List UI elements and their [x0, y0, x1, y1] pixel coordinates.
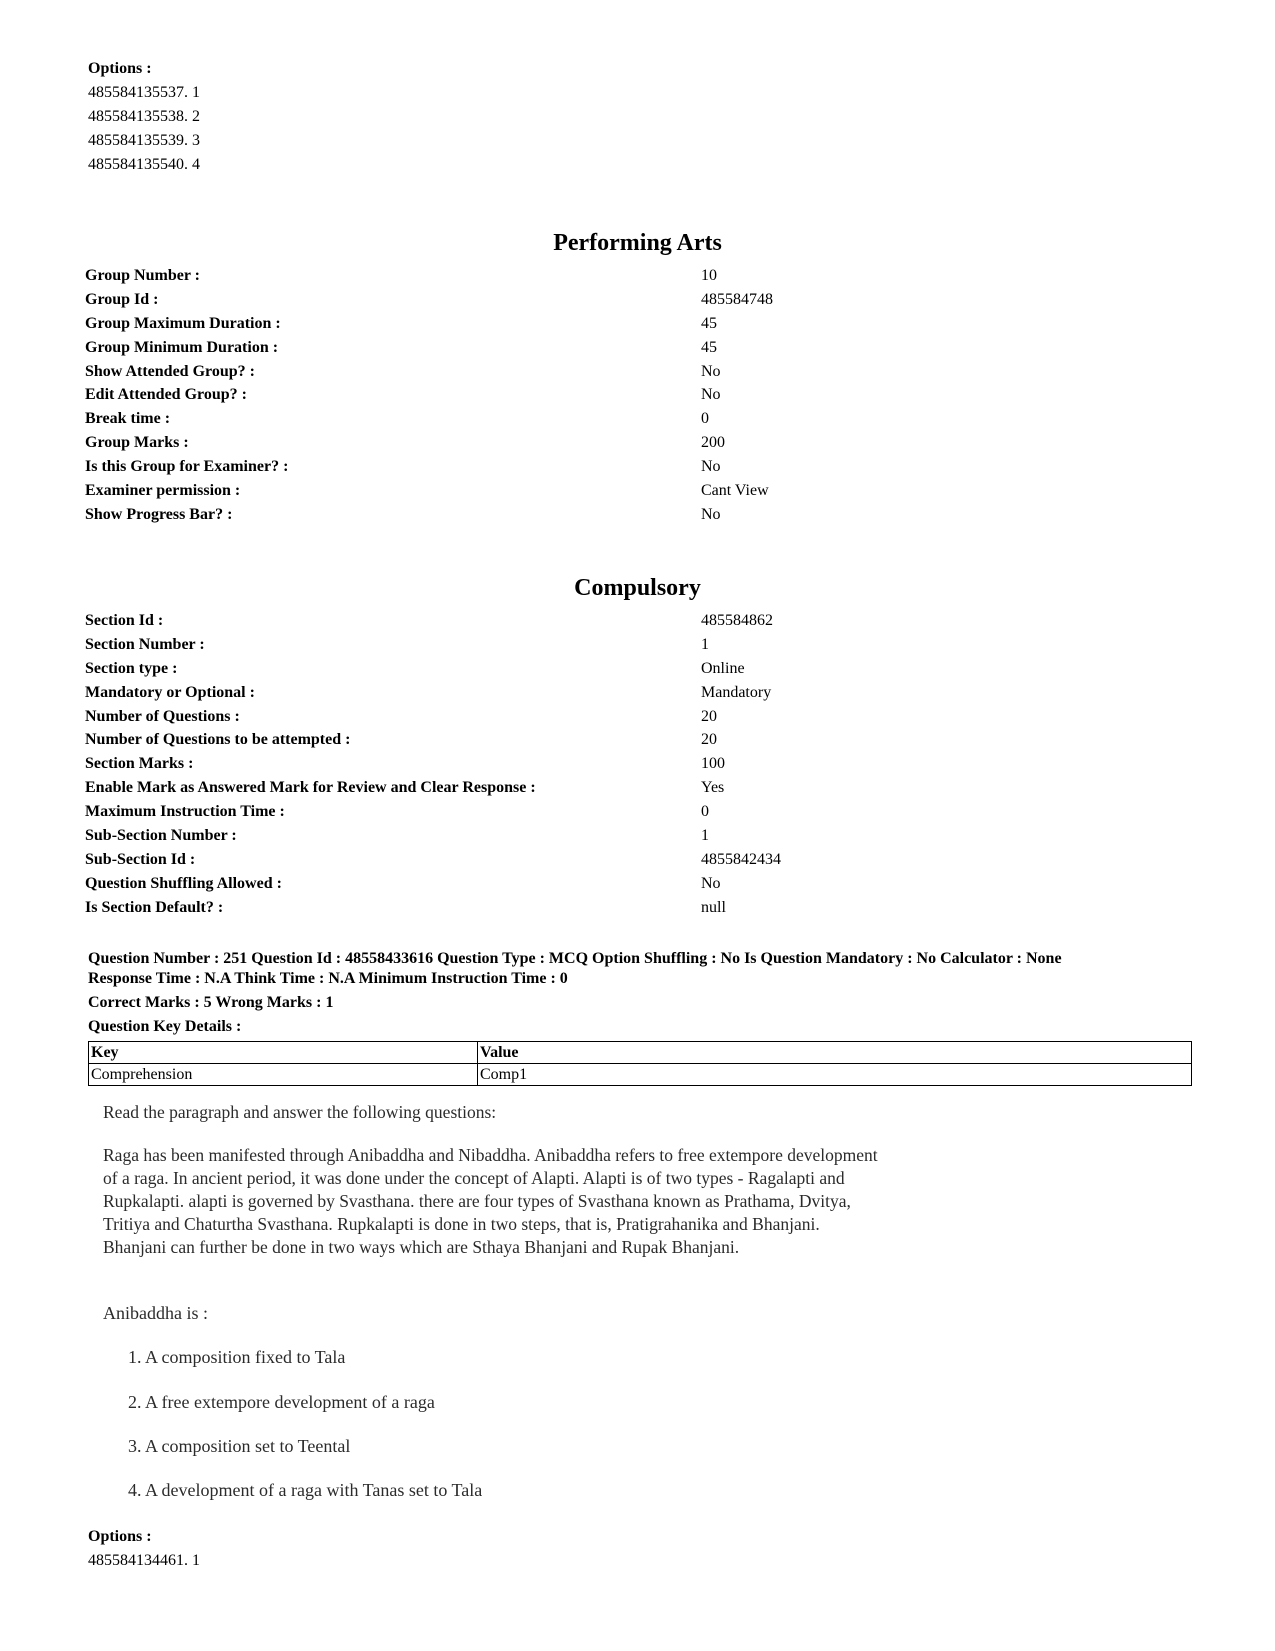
passage-intro: Read the paragraph and answer the following questions:	[103, 1102, 497, 1122]
row-value: Cant View	[701, 482, 769, 500]
group-row	[85, 479, 1185, 503]
row-value: 485584862	[701, 612, 773, 629]
question-meta-line: Question Number : 251 Question Id : 48558433616 Question Type : MCQ Option Shuffling : No Is Question Mandatory : No Calculator : None	[88, 950, 1062, 967]
section-row	[85, 824, 1185, 848]
value-header: Value	[478, 1042, 1192, 1064]
row-key: Edit Attended Group? :	[85, 386, 247, 404]
row-key: Sub-Section Id :	[85, 850, 196, 868]
question-marks: Correct Marks : 5 Wrong Marks : 1	[88, 994, 334, 1011]
section-row	[85, 848, 1185, 872]
value-cell: Comp1	[478, 1064, 1192, 1086]
passage-line: Rupkalapti. alapti is governed by Svasthana. there are four types of Svasthana known as Prathama, Dvitya,	[103, 1191, 851, 1211]
row-value: Yes	[701, 779, 725, 797]
row-value: 20	[701, 731, 717, 749]
row-key: Is Section Default? :	[85, 898, 224, 916]
row-value: 0	[701, 803, 709, 821]
top-options	[88, 57, 200, 177]
group-row	[85, 264, 1185, 288]
row-value: No	[701, 386, 721, 404]
options-title: Options :	[88, 60, 152, 77]
bottom-options	[88, 1525, 200, 1573]
question-header	[88, 949, 1198, 989]
row-key: Section Marks :	[85, 755, 194, 773]
row-key: Section Id :	[85, 612, 164, 629]
row-key: Section type :	[85, 659, 178, 677]
row-key: Number of Questions :	[85, 707, 240, 725]
section-row	[85, 776, 1185, 800]
passage-line: Tritiya and Chaturtha Svasthana. Rupkalapti is done in two steps, that is, Pratigrahanika and Bhanjani.	[103, 1214, 820, 1234]
section-row	[85, 896, 1185, 920]
row-value: 45	[701, 314, 717, 332]
key-cell: Comprehension	[89, 1064, 478, 1086]
section-row	[85, 633, 1185, 657]
key-table-row	[89, 1064, 1192, 1086]
row-key: Maximum Instruction Time :	[85, 803, 285, 821]
row-key: Sub-Section Number :	[85, 827, 237, 845]
section-row	[85, 728, 1185, 752]
row-value: 45	[701, 338, 717, 356]
row-value: 0	[701, 410, 709, 428]
row-value: 100	[701, 755, 725, 773]
row-value: No	[701, 874, 721, 892]
row-value: No	[701, 458, 721, 476]
section-details-table	[85, 609, 1185, 920]
option-item: 485584135539. 3	[88, 132, 200, 149]
section-title: Compulsory	[574, 575, 701, 601]
row-value: 485584748	[701, 290, 773, 308]
row-value: No	[701, 505, 721, 523]
row-value: 4855842434	[701, 850, 781, 868]
option-item: 485584134461. 1	[88, 1552, 200, 1569]
row-key: Group Id :	[85, 290, 159, 308]
group-row	[85, 288, 1185, 312]
row-value: 1	[701, 635, 709, 653]
group-row	[85, 431, 1185, 455]
row-key: Group Number :	[85, 267, 200, 284]
section-row	[85, 681, 1185, 705]
row-value: 20	[701, 707, 717, 725]
row-key: Section Number :	[85, 635, 205, 653]
group-row	[85, 407, 1185, 431]
row-key: Question Shuffling Allowed :	[85, 874, 282, 892]
passage-line: of a raga. In ancient period, it was done under the concept of Alapti. Alapti is of two types - Ragalapti and	[103, 1168, 845, 1188]
row-key: Group Minimum Duration :	[85, 338, 279, 356]
row-value: 1	[701, 827, 709, 845]
passage-line: Raga has been manifested through Anibaddha and Nibaddha. Anibaddha refers to free extempore development	[103, 1145, 878, 1165]
section-row	[85, 872, 1185, 896]
options-title: Options :	[88, 1528, 152, 1545]
row-value: 10	[701, 267, 717, 284]
row-key: Break time :	[85, 410, 171, 428]
group-row	[85, 503, 1185, 527]
group-row	[85, 383, 1185, 407]
row-value: Online	[701, 659, 745, 677]
row-key: Show Attended Group? :	[85, 362, 255, 380]
option-item: 485584135540. 4	[88, 156, 200, 173]
row-value: No	[701, 362, 721, 380]
question-key-details-label: Question Key Details :	[88, 1018, 242, 1035]
question-choice: 4. A development of a raga with Tanas set to Tala	[128, 1480, 483, 1500]
section-row	[85, 800, 1185, 824]
group-row	[85, 312, 1185, 336]
question-stem: Anibaddha is :	[103, 1303, 208, 1323]
row-value: null	[701, 898, 726, 916]
row-value: 200	[701, 434, 725, 452]
option-item: 485584135537. 1	[88, 84, 200, 101]
group-details-table	[85, 264, 1185, 527]
row-key: Examiner permission :	[85, 482, 241, 500]
question-key-table	[88, 1041, 1192, 1086]
row-value: Mandatory	[701, 683, 772, 701]
group-title: Performing Arts	[553, 230, 722, 256]
row-key: Mandatory or Optional :	[85, 683, 255, 701]
comprehension-passage	[103, 1100, 1003, 1124]
key-header: Key	[89, 1042, 478, 1064]
section-row	[85, 705, 1185, 729]
section-row	[85, 609, 1185, 633]
group-row	[85, 360, 1185, 384]
row-key: Show Progress Bar? :	[85, 505, 233, 523]
row-key: Is this Group for Examiner? :	[85, 458, 289, 476]
row-key: Group Marks :	[85, 434, 189, 452]
row-key: Enable Mark as Answered Mark for Review and Clear Response :	[85, 779, 536, 797]
question-choice: 1. A composition fixed to Tala	[128, 1347, 346, 1367]
question-choice: 3. A composition set to Teental	[128, 1436, 351, 1456]
section-row	[85, 752, 1185, 776]
passage-body	[103, 1144, 1003, 1259]
option-item: 485584135538. 2	[88, 108, 200, 125]
key-table-header	[89, 1042, 1192, 1064]
row-key: Number of Questions to be attempted :	[85, 731, 351, 749]
group-row	[85, 455, 1185, 479]
section-row	[85, 657, 1185, 681]
row-key: Group Maximum Duration :	[85, 314, 281, 332]
question-timing-line: Response Time : N.A Think Time : N.A Minimum Instruction Time : 0	[88, 970, 568, 987]
question-choice: 2. A free extempore development of a raga	[128, 1392, 435, 1412]
passage-line: Bhanjani can further be done in two ways which are Sthaya Bhanjani and Rupak Bhanjani.	[103, 1237, 740, 1257]
group-row	[85, 336, 1185, 360]
